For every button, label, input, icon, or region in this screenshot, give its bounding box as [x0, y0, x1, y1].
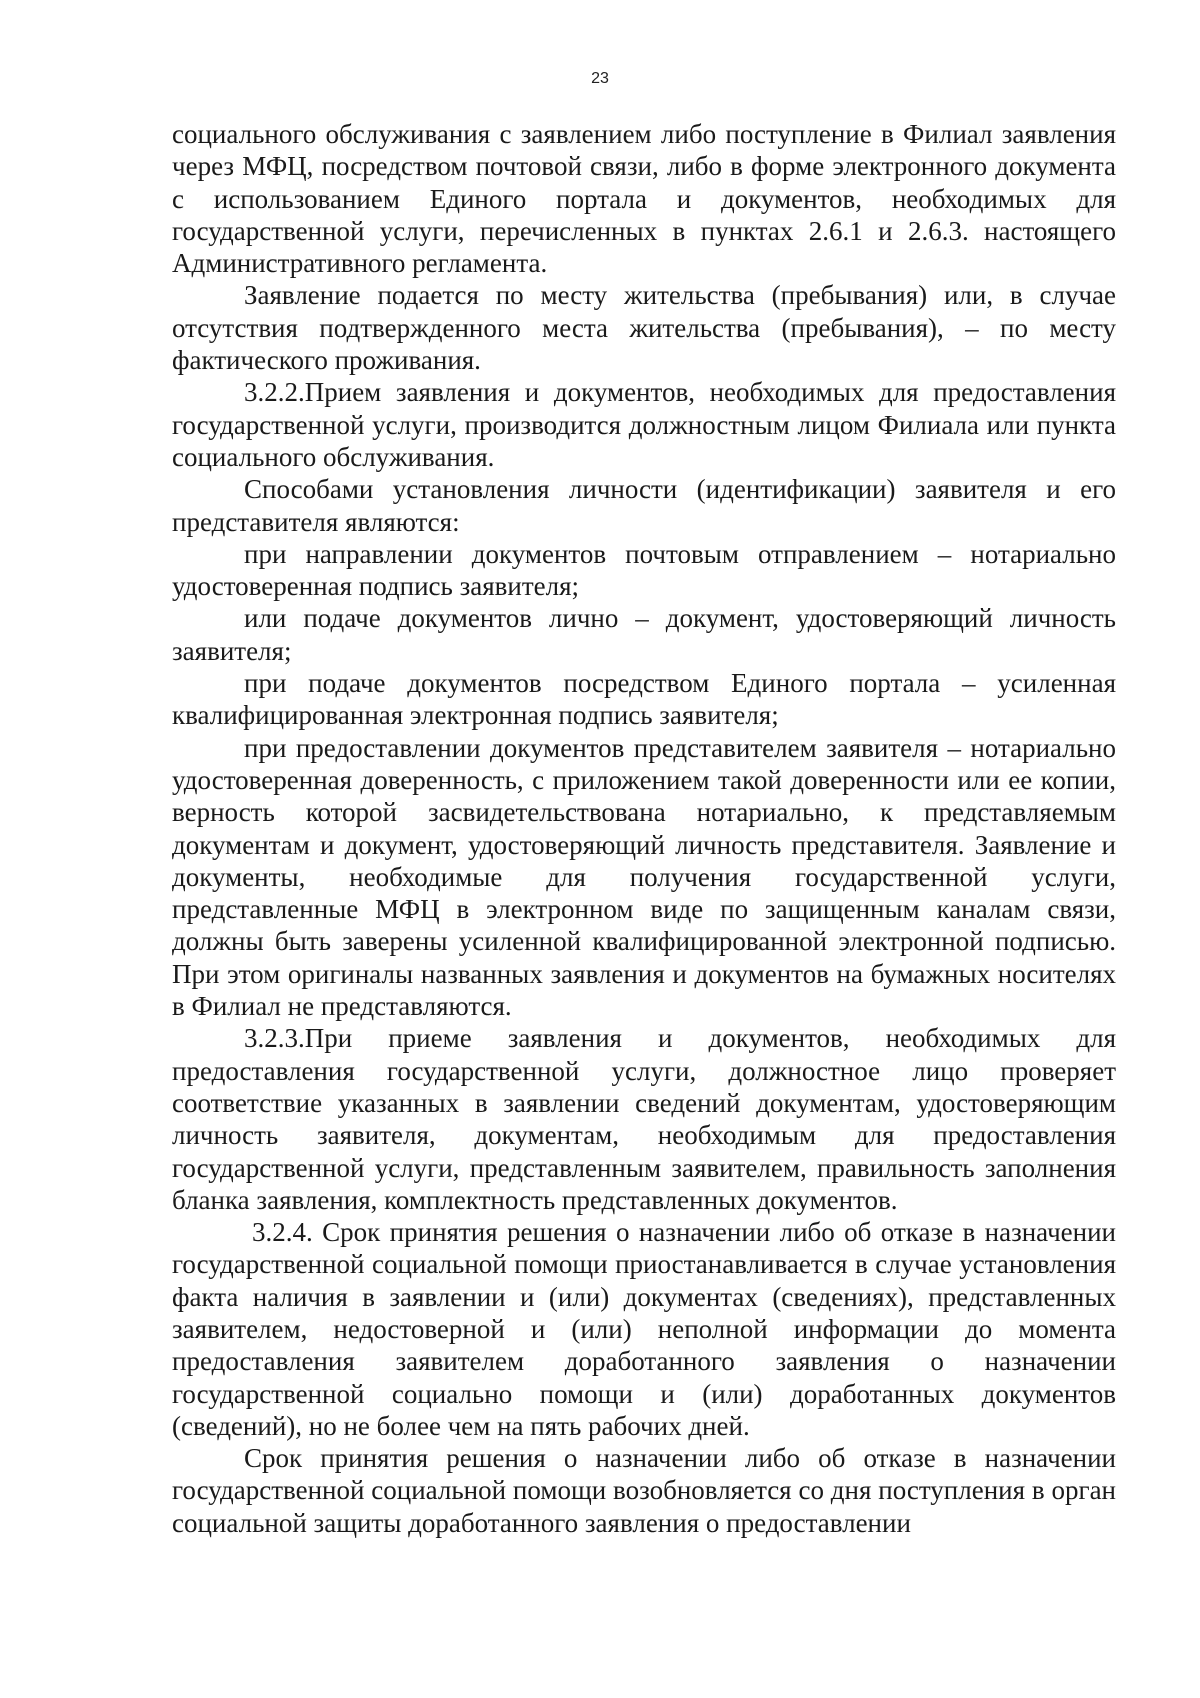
paragraph-3-2-4: 3.2.4. Срок принятия решения о назначении либо об отказе в назначении государственной социальной помощи приостанавливается в случае установления факта наличия в заявлении и (или) документах (сведениях), представленных заявителем, недостоверной и (или) неполной информации до момента предоставления заявителем доработанного заявления о назначении государственной социально помощи и (или) доработанных документов (сведений), но не более чем на пять рабочих дней. — [172, 1217, 1116, 1441]
paragraph-3-2-2: 3.2.2.Прием заявления и документов, необходимых для предоставления государственной услуги, производится должностным лицом Филиала или пункта социального обслуживания. — [172, 377, 1116, 472]
paragraph-representative-submission: при предоставлении документов представителем заявителя – нотариально удостоверенная доверенность, с приложением такой доверенности или ее копии, верность которой засвидетельствована нотариально, к представляемым документам и документ, удостоверяющий личность представителя. Заявление и документы, необходимые для получения государственной услуги, представленные МФЦ в электронном виде по защищенным каналам связи, должны быть заверены усиленной квалифицированной электронной подписью. При этом оригиналы названных заявления и документов на бумажных носителях в Филиал не представляются. — [172, 732, 1116, 1022]
paragraph-portal-submission: при подаче документов посредством Единого портала – усиленная квалифицированная электронная подпись заявителя; — [172, 668, 1116, 731]
paragraph-continuation: социального обслуживания с заявлением либо поступление в Филиал заявления через МФЦ, посредством почтовой связи, либо в форме электронного документа с использованием Единого портала и документов, необходимых для государственной услуги, перечисленных в пунктах 2.6.1 и 2.6.3. настоящего Административного регламента. — [172, 119, 1116, 279]
document-body — [172, 118, 1116, 1539]
paragraph-place-of-application: Заявление подается по месту жительства (пребывания) или, в случае отсутствия подтвержденного места жительства (пребывания), – по месту фактического проживания. — [172, 280, 1116, 376]
paragraph-personal-submission: или подаче документов лично – документ, удостоверяющий личность заявителя; — [172, 603, 1116, 666]
paragraph-postal-submission: при направлении документов почтовым отправлением – нотариально удостоверенная подпись заявителя; — [172, 538, 1116, 602]
page-number: 23 — [591, 70, 609, 87]
paragraph-3-2-3: 3.2.3.При приеме заявления и документов, необходимых для предоставления государственной услуги, должностное лицо проверяет соответствие указанных в заявлении сведений документам, удостоверяющим личность заявителя, документам, необходимым для предоставления государственной услуги, представленным заявителем, правильность заполнения бланка заявления, комплектность представленных документов. — [172, 1023, 1116, 1215]
paragraph-deadline-resumption: Срок принятия решения о назначении либо об отказе в назначении государственной социальной помощи возобновляется со дня поступления в орган социальной защиты доработанного заявления о предоставлении — [172, 1443, 1116, 1538]
paragraph-identification-methods: Способами установления личности (идентификации) заявителя и его представителя являются: — [172, 474, 1116, 537]
